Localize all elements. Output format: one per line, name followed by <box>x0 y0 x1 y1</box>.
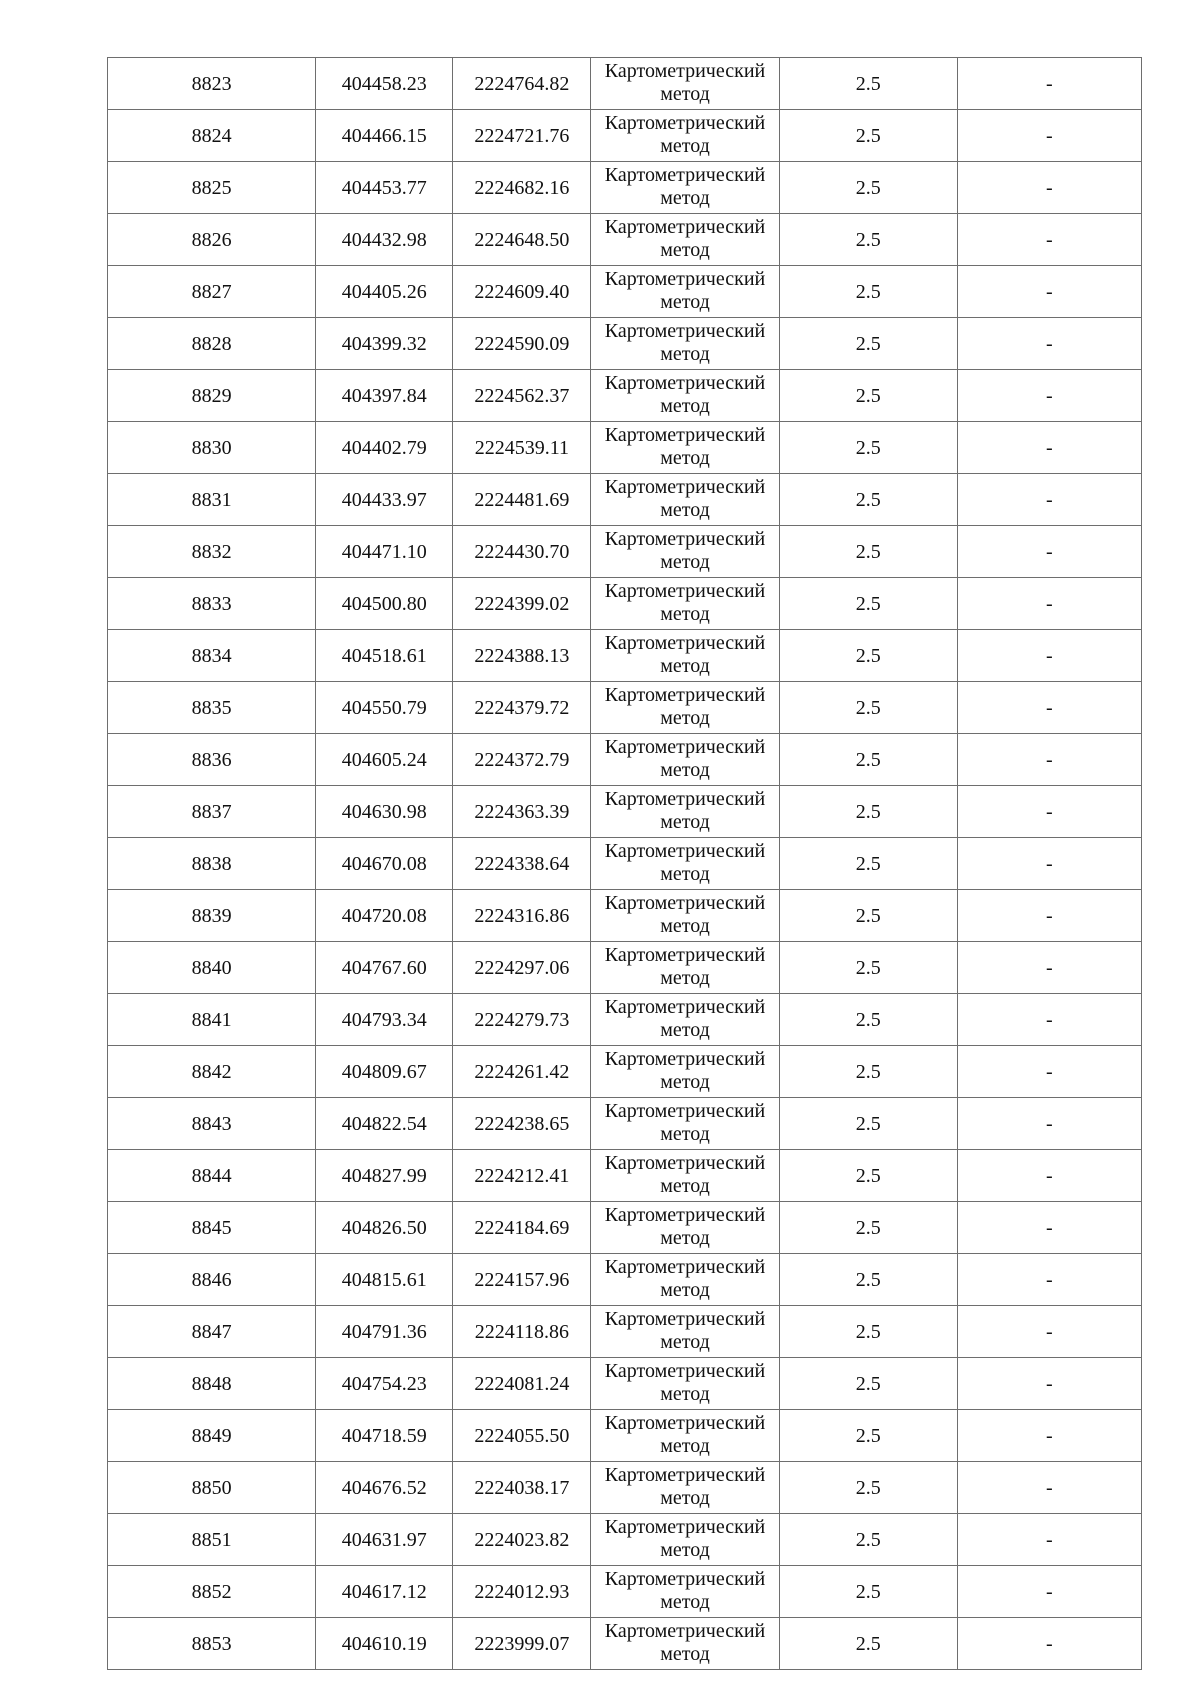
description-cell: - <box>957 1514 1141 1566</box>
table-row <box>108 682 1142 734</box>
method-cell: Картометрический метод <box>591 474 779 526</box>
description-cell: - <box>957 734 1141 786</box>
x-coordinate-cell: 404471.10 <box>316 526 453 578</box>
description-cell: - <box>957 890 1141 942</box>
description-cell: - <box>957 1202 1141 1254</box>
y-coordinate-cell: 2224279.73 <box>453 994 591 1046</box>
method-cell: Картометрический метод <box>591 1410 779 1462</box>
table-row <box>108 162 1142 214</box>
y-coordinate-cell: 2224721.76 <box>453 110 591 162</box>
y-coordinate-cell: 2224261.42 <box>453 1046 591 1098</box>
y-coordinate-cell: 2224372.79 <box>453 734 591 786</box>
table-row <box>108 422 1142 474</box>
method-cell: Картометрический метод <box>591 1202 779 1254</box>
description-cell: - <box>957 266 1141 318</box>
description-cell: - <box>957 1150 1141 1202</box>
x-coordinate-cell: 404610.19 <box>316 1618 453 1670</box>
accuracy-cell: 2.5 <box>779 266 957 318</box>
x-coordinate-cell: 404631.97 <box>316 1514 453 1566</box>
description-cell: - <box>957 578 1141 630</box>
y-coordinate-cell: 2224539.11 <box>453 422 591 474</box>
accuracy-cell: 2.5 <box>779 1202 957 1254</box>
method-cell: Картометрический метод <box>591 630 779 682</box>
point-number-cell: 8833 <box>108 578 316 630</box>
accuracy-cell: 2.5 <box>779 838 957 890</box>
method-cell: Картометрический метод <box>591 58 779 110</box>
x-coordinate-cell: 404630.98 <box>316 786 453 838</box>
point-number-cell: 8841 <box>108 994 316 1046</box>
y-coordinate-cell: 2224648.50 <box>453 214 591 266</box>
point-number-cell: 8842 <box>108 1046 316 1098</box>
x-coordinate-cell: 404827.99 <box>316 1150 453 1202</box>
x-coordinate-cell: 404550.79 <box>316 682 453 734</box>
accuracy-cell: 2.5 <box>779 1618 957 1670</box>
y-coordinate-cell: 2224388.13 <box>453 630 591 682</box>
y-coordinate-cell: 2224297.06 <box>453 942 591 994</box>
method-cell: Картометрический метод <box>591 1358 779 1410</box>
description-cell: - <box>957 214 1141 266</box>
accuracy-cell: 2.5 <box>779 682 957 734</box>
y-coordinate-cell: 2224363.39 <box>453 786 591 838</box>
table-row <box>108 1358 1142 1410</box>
accuracy-cell: 2.5 <box>779 1098 957 1150</box>
point-number-cell: 8843 <box>108 1098 316 1150</box>
description-cell: - <box>957 110 1141 162</box>
point-number-cell: 8826 <box>108 214 316 266</box>
accuracy-cell: 2.5 <box>779 1306 957 1358</box>
x-coordinate-cell: 404676.52 <box>316 1462 453 1514</box>
description-cell: - <box>957 1306 1141 1358</box>
method-cell: Картометрический метод <box>591 890 779 942</box>
point-number-cell: 8847 <box>108 1306 316 1358</box>
x-coordinate-cell: 404670.08 <box>316 838 453 890</box>
description-cell: - <box>957 1462 1141 1514</box>
point-number-cell: 8846 <box>108 1254 316 1306</box>
table-row <box>108 838 1142 890</box>
accuracy-cell: 2.5 <box>779 526 957 578</box>
x-coordinate-cell: 404793.34 <box>316 994 453 1046</box>
y-coordinate-cell: 2224238.65 <box>453 1098 591 1150</box>
table-row <box>108 890 1142 942</box>
method-cell: Картометрический метод <box>591 786 779 838</box>
accuracy-cell: 2.5 <box>779 630 957 682</box>
description-cell: - <box>957 786 1141 838</box>
x-coordinate-cell: 404720.08 <box>316 890 453 942</box>
point-number-cell: 8827 <box>108 266 316 318</box>
x-coordinate-cell: 404433.97 <box>316 474 453 526</box>
description-cell: - <box>957 994 1141 1046</box>
accuracy-cell: 2.5 <box>779 110 957 162</box>
accuracy-cell: 2.5 <box>779 786 957 838</box>
table-row <box>108 1098 1142 1150</box>
accuracy-cell: 2.5 <box>779 1150 957 1202</box>
point-number-cell: 8836 <box>108 734 316 786</box>
y-coordinate-cell: 2224764.82 <box>453 58 591 110</box>
table-row <box>108 942 1142 994</box>
y-coordinate-cell: 2223999.07 <box>453 1618 591 1670</box>
description-cell: - <box>957 422 1141 474</box>
method-cell: Картометрический метод <box>591 370 779 422</box>
x-coordinate-cell: 404718.59 <box>316 1410 453 1462</box>
x-coordinate-cell: 404399.32 <box>316 318 453 370</box>
method-cell: Картометрический метод <box>591 110 779 162</box>
description-cell: - <box>957 630 1141 682</box>
description-cell: - <box>957 526 1141 578</box>
x-coordinate-cell: 404791.36 <box>316 1306 453 1358</box>
y-coordinate-cell: 2224481.69 <box>453 474 591 526</box>
method-cell: Картометрический метод <box>591 734 779 786</box>
x-coordinate-cell: 404826.50 <box>316 1202 453 1254</box>
method-cell: Картометрический метод <box>591 838 779 890</box>
table-row <box>108 1254 1142 1306</box>
x-coordinate-cell: 404767.60 <box>316 942 453 994</box>
method-cell: Картометрический метод <box>591 214 779 266</box>
point-number-cell: 8848 <box>108 1358 316 1410</box>
y-coordinate-cell: 2224316.86 <box>453 890 591 942</box>
y-coordinate-cell: 2224118.86 <box>453 1306 591 1358</box>
y-coordinate-cell: 2224012.93 <box>453 1566 591 1618</box>
y-coordinate-cell: 2224023.82 <box>453 1514 591 1566</box>
coordinates-table <box>107 57 1142 1670</box>
point-number-cell: 8849 <box>108 1410 316 1462</box>
method-cell: Картометрический метод <box>591 1514 779 1566</box>
method-cell: Картометрический метод <box>591 1150 779 1202</box>
accuracy-cell: 2.5 <box>779 1254 957 1306</box>
coordinates-table-body <box>108 58 1142 1670</box>
point-number-cell: 8838 <box>108 838 316 890</box>
table-row <box>108 1046 1142 1098</box>
table-row <box>108 578 1142 630</box>
table-row <box>108 994 1142 1046</box>
y-coordinate-cell: 2224081.24 <box>453 1358 591 1410</box>
x-coordinate-cell: 404822.54 <box>316 1098 453 1150</box>
x-coordinate-cell: 404518.61 <box>316 630 453 682</box>
y-coordinate-cell: 2224338.64 <box>453 838 591 890</box>
table-row <box>108 58 1142 110</box>
description-cell: - <box>957 1566 1141 1618</box>
x-coordinate-cell: 404500.80 <box>316 578 453 630</box>
accuracy-cell: 2.5 <box>779 994 957 1046</box>
accuracy-cell: 2.5 <box>779 942 957 994</box>
y-coordinate-cell: 2224055.50 <box>453 1410 591 1462</box>
y-coordinate-cell: 2224682.16 <box>453 162 591 214</box>
method-cell: Картометрический метод <box>591 1254 779 1306</box>
x-coordinate-cell: 404402.79 <box>316 422 453 474</box>
accuracy-cell: 2.5 <box>779 1358 957 1410</box>
description-cell: - <box>957 58 1141 110</box>
y-coordinate-cell: 2224157.96 <box>453 1254 591 1306</box>
point-number-cell: 8835 <box>108 682 316 734</box>
accuracy-cell: 2.5 <box>779 474 957 526</box>
description-cell: - <box>957 474 1141 526</box>
x-coordinate-cell: 404432.98 <box>316 214 453 266</box>
point-number-cell: 8828 <box>108 318 316 370</box>
method-cell: Картометрический метод <box>591 1098 779 1150</box>
y-coordinate-cell: 2224399.02 <box>453 578 591 630</box>
description-cell: - <box>957 162 1141 214</box>
method-cell: Картометрический метод <box>591 266 779 318</box>
y-coordinate-cell: 2224184.69 <box>453 1202 591 1254</box>
x-coordinate-cell: 404405.26 <box>316 266 453 318</box>
point-number-cell: 8832 <box>108 526 316 578</box>
x-coordinate-cell: 404617.12 <box>316 1566 453 1618</box>
point-number-cell: 8851 <box>108 1514 316 1566</box>
point-number-cell: 8824 <box>108 110 316 162</box>
x-coordinate-cell: 404397.84 <box>316 370 453 422</box>
x-coordinate-cell: 404815.61 <box>316 1254 453 1306</box>
y-coordinate-cell: 2224212.41 <box>453 1150 591 1202</box>
point-number-cell: 8823 <box>108 58 316 110</box>
accuracy-cell: 2.5 <box>779 370 957 422</box>
description-cell: - <box>957 1098 1141 1150</box>
table-row <box>108 1410 1142 1462</box>
table-row <box>108 786 1142 838</box>
table-row <box>108 474 1142 526</box>
accuracy-cell: 2.5 <box>779 318 957 370</box>
point-number-cell: 8831 <box>108 474 316 526</box>
description-cell: - <box>957 370 1141 422</box>
description-cell: - <box>957 1254 1141 1306</box>
point-number-cell: 8829 <box>108 370 316 422</box>
table-row <box>108 266 1142 318</box>
description-cell: - <box>957 1618 1141 1670</box>
description-cell: - <box>957 318 1141 370</box>
method-cell: Картометрический метод <box>591 942 779 994</box>
point-number-cell: 8850 <box>108 1462 316 1514</box>
accuracy-cell: 2.5 <box>779 734 957 786</box>
table-row <box>108 630 1142 682</box>
accuracy-cell: 2.5 <box>779 422 957 474</box>
method-cell: Картометрический метод <box>591 1306 779 1358</box>
table-row <box>108 370 1142 422</box>
method-cell: Картометрический метод <box>591 578 779 630</box>
table-row <box>108 318 1142 370</box>
accuracy-cell: 2.5 <box>779 1410 957 1462</box>
accuracy-cell: 2.5 <box>779 890 957 942</box>
table-row <box>108 214 1142 266</box>
method-cell: Картометрический метод <box>591 422 779 474</box>
point-number-cell: 8845 <box>108 1202 316 1254</box>
point-number-cell: 8825 <box>108 162 316 214</box>
y-coordinate-cell: 2224379.72 <box>453 682 591 734</box>
table-row <box>108 526 1142 578</box>
table-row <box>108 1462 1142 1514</box>
y-coordinate-cell: 2224609.40 <box>453 266 591 318</box>
accuracy-cell: 2.5 <box>779 578 957 630</box>
accuracy-cell: 2.5 <box>779 1462 957 1514</box>
x-coordinate-cell: 404458.23 <box>316 58 453 110</box>
method-cell: Картометрический метод <box>591 1046 779 1098</box>
y-coordinate-cell: 2224590.09 <box>453 318 591 370</box>
description-cell: - <box>957 682 1141 734</box>
table-row <box>108 734 1142 786</box>
y-coordinate-cell: 2224562.37 <box>453 370 591 422</box>
description-cell: - <box>957 1410 1141 1462</box>
method-cell: Картометрический метод <box>591 318 779 370</box>
method-cell: Картометрический метод <box>591 1566 779 1618</box>
accuracy-cell: 2.5 <box>779 214 957 266</box>
accuracy-cell: 2.5 <box>779 1514 957 1566</box>
accuracy-cell: 2.5 <box>779 1566 957 1618</box>
x-coordinate-cell: 404754.23 <box>316 1358 453 1410</box>
description-cell: - <box>957 838 1141 890</box>
method-cell: Картометрический метод <box>591 682 779 734</box>
point-number-cell: 8852 <box>108 1566 316 1618</box>
accuracy-cell: 2.5 <box>779 58 957 110</box>
description-cell: - <box>957 942 1141 994</box>
table-row <box>108 1306 1142 1358</box>
accuracy-cell: 2.5 <box>779 1046 957 1098</box>
table-row <box>108 110 1142 162</box>
table-row <box>108 1514 1142 1566</box>
method-cell: Картометрический метод <box>591 162 779 214</box>
x-coordinate-cell: 404809.67 <box>316 1046 453 1098</box>
method-cell: Картометрический метод <box>591 1462 779 1514</box>
point-number-cell: 8839 <box>108 890 316 942</box>
description-cell: - <box>957 1358 1141 1410</box>
y-coordinate-cell: 2224430.70 <box>453 526 591 578</box>
y-coordinate-cell: 2224038.17 <box>453 1462 591 1514</box>
point-number-cell: 8834 <box>108 630 316 682</box>
table-row <box>108 1618 1142 1670</box>
point-number-cell: 8840 <box>108 942 316 994</box>
point-number-cell: 8837 <box>108 786 316 838</box>
x-coordinate-cell: 404605.24 <box>316 734 453 786</box>
accuracy-cell: 2.5 <box>779 162 957 214</box>
x-coordinate-cell: 404466.15 <box>316 110 453 162</box>
table-row <box>108 1202 1142 1254</box>
point-number-cell: 8830 <box>108 422 316 474</box>
description-cell: - <box>957 1046 1141 1098</box>
method-cell: Картометрический метод <box>591 994 779 1046</box>
x-coordinate-cell: 404453.77 <box>316 162 453 214</box>
table-row <box>108 1150 1142 1202</box>
point-number-cell: 8853 <box>108 1618 316 1670</box>
method-cell: Картометрический метод <box>591 1618 779 1670</box>
table-row <box>108 1566 1142 1618</box>
method-cell: Картометрический метод <box>591 526 779 578</box>
point-number-cell: 8844 <box>108 1150 316 1202</box>
